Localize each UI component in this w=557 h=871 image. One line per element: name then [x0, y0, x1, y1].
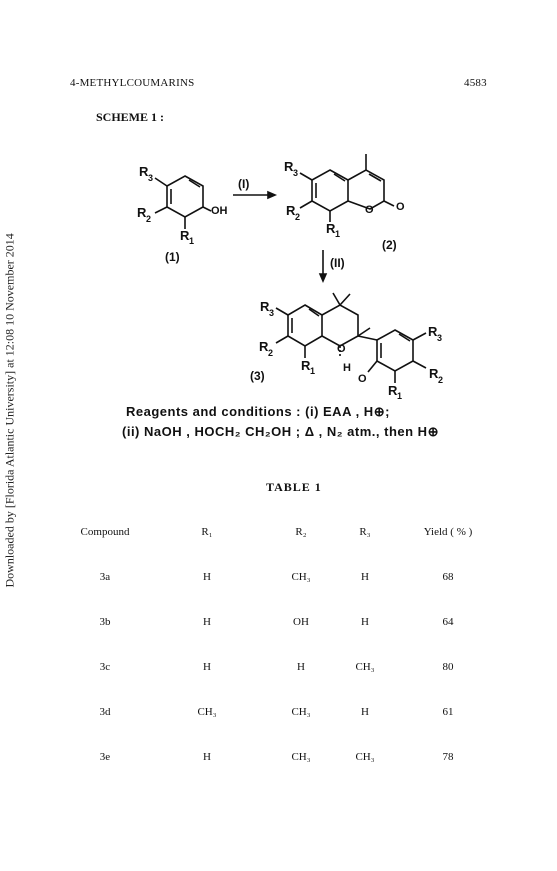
r2-label: R [137, 205, 147, 220]
results-table [62, 509, 502, 779]
cell-yield: 61 [442, 705, 454, 718]
cell-r1: H [203, 570, 211, 583]
cell-compound: 3d [99, 705, 111, 718]
cell-r2: CH₃ [291, 750, 311, 763]
cell-r1: H [203, 615, 211, 628]
svg-text:1: 1 [310, 366, 316, 376]
cell-compound: 3e [99, 750, 111, 763]
svg-text:1: 1 [397, 391, 403, 401]
header-yield: Yield ( % ) [423, 525, 473, 538]
r2-label: R [259, 339, 269, 354]
ring-oxygen-label: O [365, 204, 374, 216]
cell-r1: H [203, 660, 211, 673]
cell-yield: 64 [442, 615, 454, 628]
cell-r2: OH [293, 615, 309, 628]
r2-label: R [286, 203, 296, 218]
cell-r3: CH₃ [355, 750, 375, 763]
svg-text:1: 1 [335, 229, 341, 239]
step-1-label: (I) [238, 177, 250, 191]
running-head: 4-METHYLCOUMARINS [70, 77, 195, 89]
cell-yield: 78 [442, 750, 454, 763]
r3-label: R [284, 159, 294, 174]
svg-text:2: 2 [268, 348, 274, 358]
download-notice: Downloaded by [Florida Atlantic University] at 12:08 10 November 2014 [2, 233, 17, 588]
cell-r3: H [361, 615, 369, 628]
r1-label: R [326, 221, 336, 236]
header-r1: R₁ [201, 525, 213, 538]
hydroxyl-label: OH [211, 205, 228, 217]
aryl-ring [377, 330, 413, 371]
coumarin-benzene-ring [312, 170, 348, 211]
scheme-title: SCHEME 1 : [96, 110, 165, 124]
chroman-oxygen-label: O [337, 343, 346, 355]
chroman-ring [322, 305, 358, 346]
cell-r2: CH₃ [291, 570, 311, 583]
svg-text:3: 3 [269, 308, 275, 318]
r1-label: R [301, 358, 311, 373]
r3-label: R [428, 324, 438, 339]
cell-r3: H [361, 570, 369, 583]
r1-label: R [388, 383, 398, 398]
cell-r3: H [361, 705, 369, 718]
cell-r1: H [203, 750, 211, 763]
svg-text:3: 3 [293, 168, 299, 178]
table-row [62, 554, 502, 599]
table-row [62, 599, 502, 644]
r3-label: R [260, 299, 270, 314]
cell-r2: CH₃ [291, 705, 311, 718]
chroman-benzene-ring [288, 305, 322, 346]
cell-r3: CH₃ [355, 660, 375, 673]
svg-text:1: 1 [189, 236, 195, 246]
cell-yield: 80 [442, 660, 454, 673]
table-title: TABLE 1 [266, 480, 322, 494]
step-2-label: (II) [330, 256, 345, 270]
r2-label: R [429, 366, 439, 381]
cell-compound: 3b [99, 615, 111, 628]
phenol-ring [167, 176, 203, 217]
table-row [62, 734, 502, 779]
cell-compound: 3a [99, 570, 111, 583]
hydrogen-bond-label: H [343, 362, 351, 374]
r3-label: R [139, 164, 149, 179]
cell-compound: 3c [99, 660, 111, 673]
table-row [62, 689, 502, 734]
header-compound: Compound [80, 525, 130, 538]
svg-text:2: 2 [295, 212, 301, 222]
header-r2: R₂ [295, 525, 307, 538]
header-r3: R₃ [359, 525, 371, 538]
r1-label: R [180, 228, 190, 243]
page-number: 4583 [464, 77, 487, 89]
table-row [62, 644, 502, 689]
phenol-oxygen-label: O [358, 373, 367, 385]
compound-3-label: (3) [250, 369, 265, 383]
reagents-line-1: Reagents and conditions : (i) EAA , H⊕; [126, 404, 390, 419]
svg-text:2: 2 [438, 375, 444, 385]
compound-1-label: (1) [165, 250, 180, 264]
svg-text:2: 2 [146, 214, 152, 224]
compound-2-label: (2) [382, 238, 397, 252]
carbonyl-oxygen-label: O [396, 201, 405, 213]
svg-text:3: 3 [437, 333, 443, 343]
svg-text:3: 3 [148, 173, 154, 183]
reagents-line-2: (ii) NaOH , HOCH₂ CH₂OH ; Δ , N₂ atm., then H⊕ [122, 424, 439, 439]
table-header-row [62, 509, 502, 554]
cell-r2: H [297, 660, 305, 673]
cell-yield: 68 [442, 570, 454, 583]
cell-r1: CH₃ [197, 705, 217, 718]
